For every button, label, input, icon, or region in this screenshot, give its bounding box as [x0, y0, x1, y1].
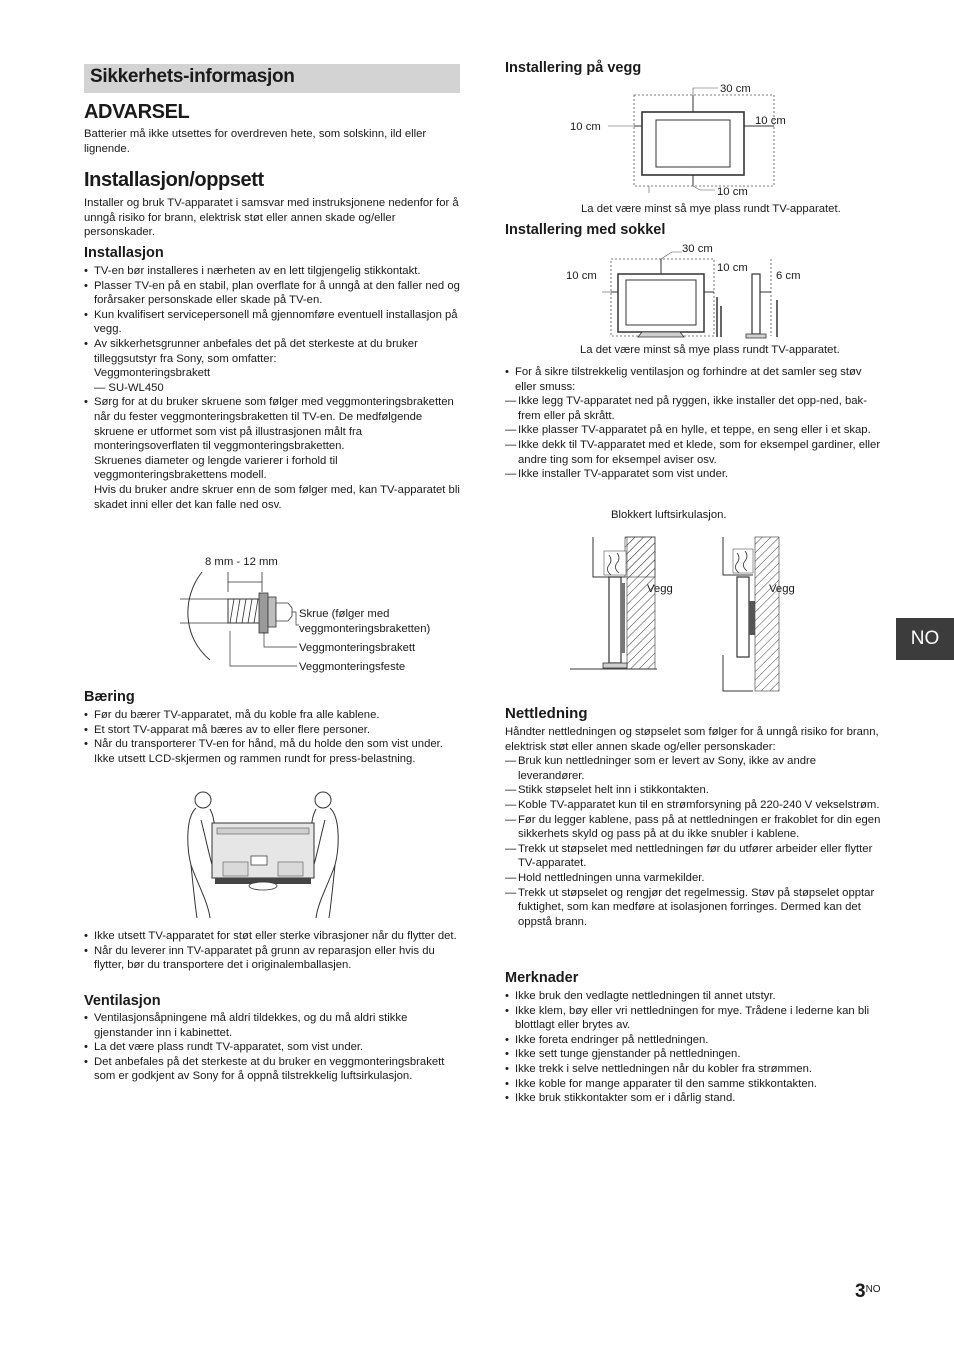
list-item: • Et stort TV-apparat må bæres av to eller flere personer.: [84, 723, 464, 738]
list-item: • Ikke trekk i selve nettledningen når du kobler fra strømmen.: [505, 1062, 885, 1077]
installasjon-heading: Installasjon: [84, 245, 164, 261]
blocked-circulation-diagram: [565, 505, 885, 695]
ventilation-intro: For å sikre tilstrekkelig ventilasjon og forhindre at det samler seg støv eller smuss:: [515, 366, 862, 393]
installasjon-list: [84, 264, 464, 512]
installasjon-section: [84, 245, 464, 512]
label-bracket: Veggmonteringsbrakett: [299, 642, 416, 654]
sokkel-left-label: 10 cm: [566, 270, 597, 282]
list-item: • TV-en bør installeres i nærheten av en lett tilgjengelig stikkontakt.: [84, 264, 464, 279]
ventilasjon-section: [84, 993, 464, 1084]
label-screw-1: Skrue (følger med: [299, 608, 390, 620]
sokkel-right-label: 10 cm: [717, 262, 748, 274]
label-mount: Veggmonteringsfeste: [299, 661, 406, 673]
advarsel-text: Batterier må ikke utsettes for overdreven hete, som solskinn, ild eller lignende.: [84, 128, 427, 155]
blocked-caption: Blokkert luftsirkulasjon.: [611, 509, 727, 521]
list-item: [505, 365, 885, 482]
wall-label-left: Vegg: [647, 583, 673, 595]
list-item: • Ikke bruk den vedlagte nettledningen til annet utstyr.: [505, 989, 885, 1004]
list-item: — Koble TV-apparatet kun til en strømforsyning på 220-240 V vekselstrøm.: [505, 798, 885, 813]
list-item: • Ikke utsett TV-apparatet for støt eller sterke vibrasjoner når du flytter det.: [84, 929, 464, 944]
list-item: — Ikke legg TV-apparatet ned på ryggen, ikke installer det opp-ned, bak-frem eller på skrått.: [505, 394, 885, 423]
screw-illustration: [180, 552, 470, 682]
list-item: • Når du transporterer TV-en for hånd, må du holde den som vist under. Ikke utsett LCD-skjermen og rammen rundt for press-belastning.: [84, 737, 464, 766]
vegg-heading: Installering på vegg: [505, 60, 642, 76]
installasjon-oppsett-heading: Installasjon/oppsett: [84, 169, 264, 191]
sokkel-heading: Installering med sokkel: [505, 222, 666, 238]
baering-list-after: [84, 929, 464, 973]
ventilasjon-heading: Ventilasjon: [84, 993, 161, 1009]
list-item-text-2: Skruenes diameter og lengde varierer i forhold til veggmonteringsbrakettens modell.: [94, 454, 338, 482]
list-item: • Ikke koble for mange apparater til den samme stikkontakten.: [505, 1077, 885, 1092]
list-item: — Trekk ut støpselet og rengjør det regelmessig. Støv på støpselet opptar fuktighet, som kan medføre at isolasjonen forringes. Dermed kan det oppstå brann.: [505, 886, 885, 930]
section-banner: [84, 64, 460, 93]
wall-label-right: Vegg: [769, 583, 795, 595]
vegg-caption: La det være minst så mye plass rundt TV-apparatet.: [581, 203, 841, 215]
ventilation-list: [505, 365, 885, 482]
banner-title: Sikkerhets-informasjon: [90, 66, 295, 87]
merknader-list: [505, 989, 885, 1106]
list-item: — Trekk ut støpselet med nettledningen før du utfører arbeider eller flytter TV-apparatet.: [505, 842, 885, 871]
list-item: [84, 395, 464, 512]
sokkel-side-label: 6 cm: [776, 270, 801, 282]
vegg-heading-wrap: [505, 60, 641, 76]
list-item: • Ikke sett tunge gjenstander på nettledningen.: [505, 1047, 885, 1062]
installasjon-oppsett-section: [84, 169, 464, 240]
baering-after: [84, 929, 464, 973]
installasjon-oppsett-intro: Installer og bruk TV-apparatet i samsvar med instruksjonene nedenfor for å unngå risiko for brann, elektrisk støt eller annen skade og/eller personskader.: [84, 197, 459, 239]
nettledning-intro: Håndter nettledningen og støpselet som følger for å unngå risiko for brann, elektrisk støt eller annen skade og/eller personskader:: [505, 726, 879, 753]
list-item-text: Sørg for at du bruker skruene som følger med veggmonteringsbraketten når du fester veggmonteringsbraketten til TV-en. De medfølgende skruene er utformet som vist på illustrasjonen målt fra monteringsoverflaten til veggmonteringsbraketten.: [94, 396, 454, 453]
nettledning-heading: Nettledning: [505, 705, 588, 722]
list-item: • Kun kvalifisert servicepersonell må gjennomføre eventuell installasjon på vegg.: [84, 308, 464, 337]
ventilation-sublist: [505, 394, 885, 482]
merknader-section: [505, 970, 885, 1106]
vegg-top-label: 30 cm: [720, 83, 751, 95]
ventilasjon-list: [84, 1011, 464, 1084]
list-item: • La det være plass rundt TV-apparatet, som vist under.: [84, 1040, 464, 1055]
list-item: • Ikke klem, bøy eller vri nettledningen for mye. Trådene i lederne kan bli blottlagt eller brytes av.: [505, 1004, 885, 1033]
list-item: • Plasser TV-en på en stabil, plan overflate for å unngå at den faller ned og forårsaker personskade eller skade på TV-en.: [84, 279, 464, 308]
ventilation-list-section: [505, 365, 885, 482]
carrying-illustration: [183, 790, 343, 922]
sokkel-top-label: 30 cm: [682, 243, 713, 255]
nettledning-section: [505, 705, 885, 929]
list-item: — Bruk kun nettledninger som er levert av Sony, ikke av andre leverandører.: [505, 754, 885, 783]
list-item: — Hold nettledningen unna varmekilder.: [505, 871, 885, 886]
list-item-text: Av sikkerhetsgrunner anbefales det på det sterkeste at du bruker tilleggsutstyr fra Sony, som omfatter:: [94, 337, 418, 365]
merknader-heading: Merknader: [505, 970, 579, 986]
bracket-model: — SU-WL450: [94, 381, 164, 394]
list-item: • Ikke bruk stikkontakter som er i dårlig stand.: [505, 1091, 885, 1106]
list-item: • Ventilasjonsåpningene må aldri tildekkes, og du må aldri stikke gjenstander inn i kabinettet.: [84, 1011, 464, 1040]
vegg-right-label: 10 cm: [755, 115, 786, 127]
bracket-line: Veggmonteringsbrakett: [94, 367, 211, 380]
language-tab: NO: [896, 618, 954, 660]
advarsel-heading: ADVARSEL: [84, 101, 190, 123]
list-item: — Ikke dekk til TV-apparatet med et klede, som for eksempel gardiner, eller andre ting som for eksempel aviser osv.: [505, 438, 885, 467]
list-item: • Det anbefales på det sterkeste at du bruker en veggmonteringsbrakett som er godkjent av Sony for å oppnå tilstrekkelig luftsirkulasjon.: [84, 1055, 464, 1084]
vegg-left-label: 10 cm: [570, 121, 601, 133]
wall-install-diagram: [560, 78, 890, 216]
screw-dimension: 8 mm - 12 mm: [205, 556, 278, 568]
list-item: • Før du bærer TV-apparatet, må du koble fra alle kablene.: [84, 708, 464, 723]
baering-list: [84, 708, 464, 766]
list-item: — Stikk støpselet helt inn i stikkontakten.: [505, 783, 885, 798]
page-number-suffix: NO: [865, 1284, 881, 1295]
list-item: — Ikke plasser TV-apparatet på en hylle, et teppe, en seng eller i et skap.: [505, 423, 885, 438]
list-item: • Ikke foreta endringer på nettledningen.: [505, 1033, 885, 1048]
page-number-value: 3: [855, 1281, 866, 1302]
page-number: [855, 1281, 881, 1303]
baering-section: [84, 689, 464, 766]
advarsel-section: [84, 101, 464, 156]
list-item: • Når du leverer inn TV-apparatet på grunn av reparasjon eller hvis du flytter, bør du transportere det i originalemballasjen.: [84, 944, 464, 973]
list-item: [84, 337, 464, 395]
label-screw-2: veggmonteringsbraketten): [299, 623, 431, 635]
sokkel-heading-wrap: [505, 222, 665, 238]
list-item-text-3: Hvis du bruker andre skruer enn de som følger med, kan TV-apparatet bli skadet inni eller det kan falle ned osv.: [94, 483, 460, 511]
vegg-bottom-label: 10 cm: [717, 186, 748, 198]
sokkel-caption: La det være minst så mye plass rundt TV-apparatet.: [580, 344, 840, 356]
nettledning-list: [505, 754, 885, 929]
stand-install-diagram: [560, 240, 890, 360]
list-item: — Ikke installer TV-apparatet som vist under.: [505, 467, 885, 482]
list-item: — Før du legger kablene, pass på at nettledningen er frakoblet for din egen sikkerhets skyld og pass på at du ikke snubler i kablene.: [505, 813, 885, 842]
baering-heading: Bæring: [84, 689, 135, 705]
